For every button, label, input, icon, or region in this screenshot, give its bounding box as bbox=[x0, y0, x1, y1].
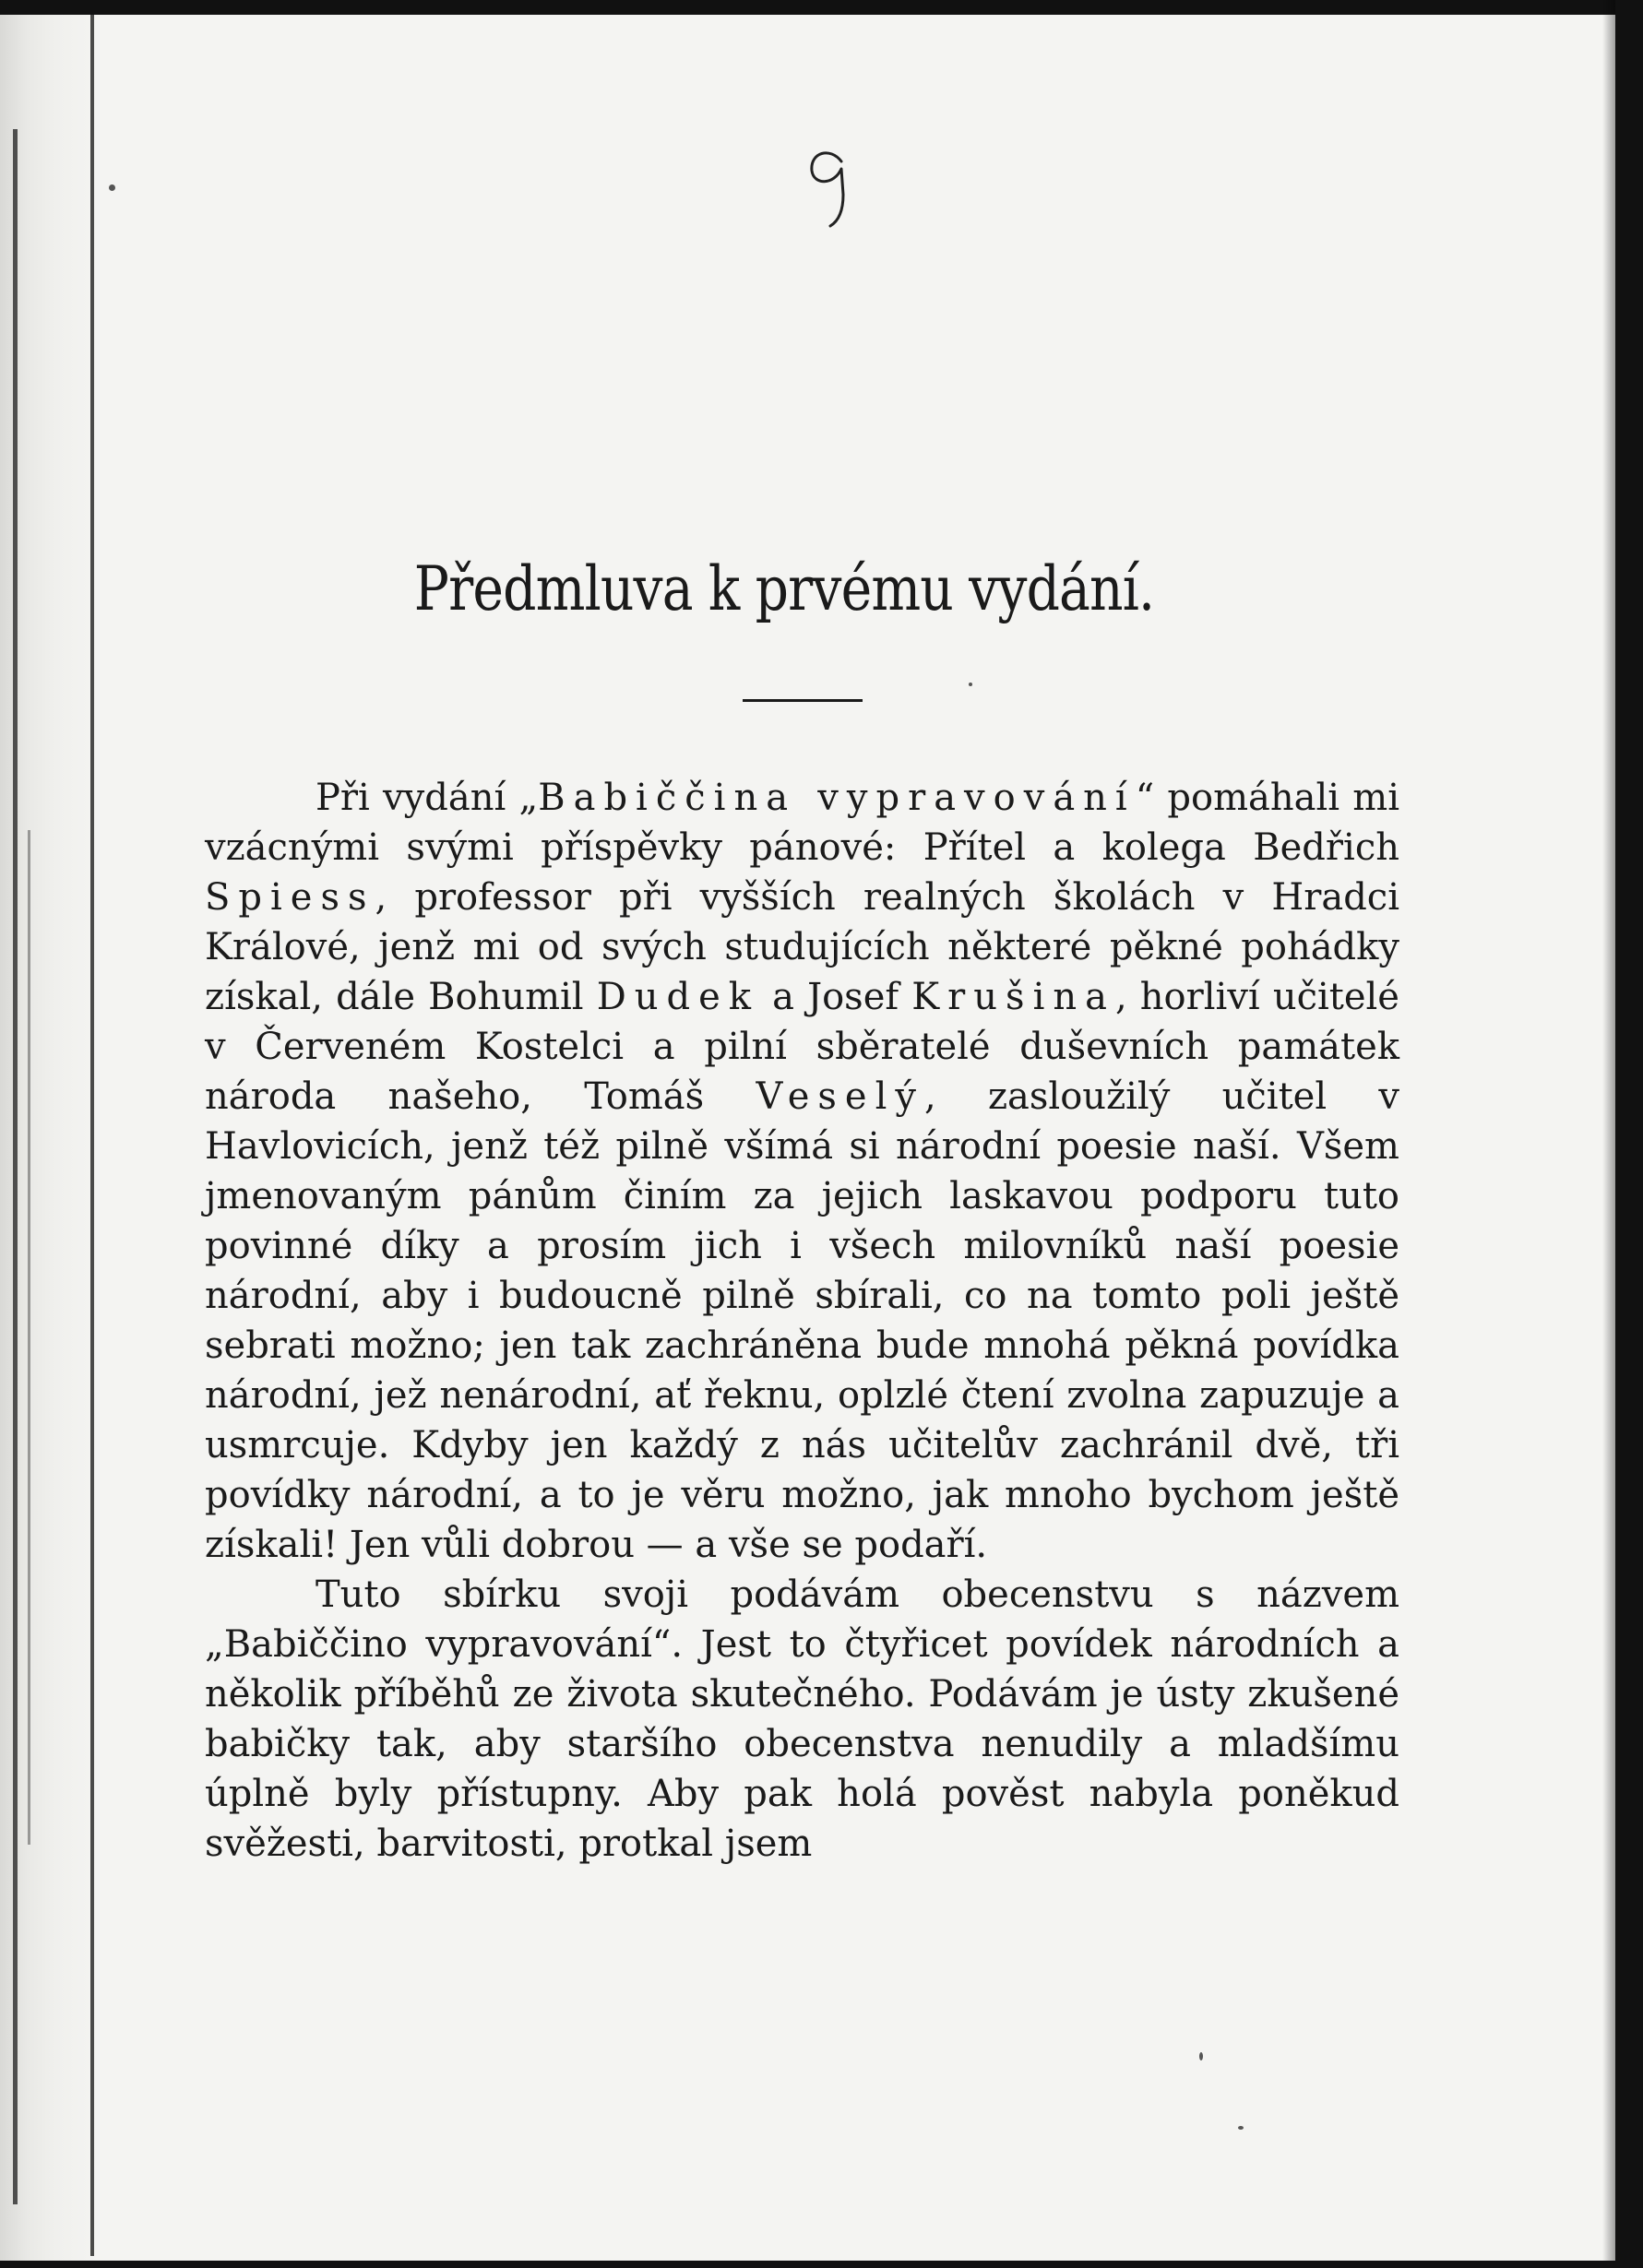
handwritten-page-number bbox=[793, 134, 867, 235]
scan-speck bbox=[1199, 2052, 1203, 2060]
paragraph bbox=[205, 1570, 1399, 1869]
emphasized-book-title: Babiččina vypravování bbox=[538, 777, 1136, 819]
scan-shadow-right bbox=[1602, 0, 1615, 2268]
scan-speck bbox=[1238, 2126, 1244, 2130]
binding-edge-line bbox=[90, 15, 94, 2256]
body-text bbox=[205, 773, 1399, 1869]
emphasized-name: Dudek bbox=[596, 976, 760, 1018]
text-run: a Josef bbox=[759, 976, 912, 1018]
scan-border-bottom bbox=[0, 2261, 1643, 2268]
text-run: , zasloužilý učitel v Havlovicích, jenž též pilně všímá si národní poesie naší. Všem jmenovaným pánům činím za jejich laskavou podporu tuto povinné díky a prosím jich i všech milovníků naší poesie národní, aby i budoucně pilně sbírali, co na tomto poli ještě sebrati možno; jen tak zachráněna bude mnohá pěkná povídka národní, jež nenárodní, ať řeknu, oplzlé čtení zvolna zapuzuje a usmrcuje. Kdyby jen každý z nás učitelův zachránil dvě, tři povídky národní, a to je věru možno, jak mnoho bychom ještě získali! Jen vůli dobrou — a vše se podaří. bbox=[205, 1075, 1399, 1566]
text-run: “ pomáhali mi vzácnými svými příspěvky pánové: Přítel a kolega Bedřich bbox=[205, 777, 1400, 869]
scan-border-right bbox=[1615, 0, 1643, 2268]
page-title: Předmluva k prvému vydání. bbox=[413, 553, 1155, 624]
emphasized-name: Spiess bbox=[205, 876, 375, 919]
emphasized-name: Krušina bbox=[911, 976, 1115, 1018]
scan-border-top bbox=[0, 0, 1643, 15]
binding-edge-line bbox=[13, 129, 18, 2204]
scan-speck bbox=[109, 184, 115, 191]
text-run: Tuto sbírku svoji podávám obecenstvu s názvem „Babiččino vypravování“. Jest to čtyřicet povídek národních a několik příběhů ze života skutečného. Podávám je ústy zkušené babičky tak, aby staršího obecenstva nenudily a mladšímu úplně byly přístupny. Aby pak holá pověst nabyla poněkud svěžesti, barvitosti, protkal jsem bbox=[205, 1573, 1399, 1865]
scan-speck bbox=[969, 683, 972, 686]
text-run: , professor při vyšších realných školách v Hradci Králové, jenž mi od svých studujících některé pěkné pohádky získal, dále Bohumil bbox=[205, 876, 1399, 1018]
text-run: , horliví učitelé v Červeném Kostelci a pilní sběratelé duševních památek národa našeho, Tomáš bbox=[205, 976, 1399, 1118]
title-divider bbox=[743, 699, 863, 702]
paragraph bbox=[205, 773, 1399, 1570]
emphasized-name: Veselý bbox=[756, 1075, 924, 1118]
binding-edge-line bbox=[28, 830, 30, 1845]
text-run: Při vydání „ bbox=[316, 777, 539, 819]
